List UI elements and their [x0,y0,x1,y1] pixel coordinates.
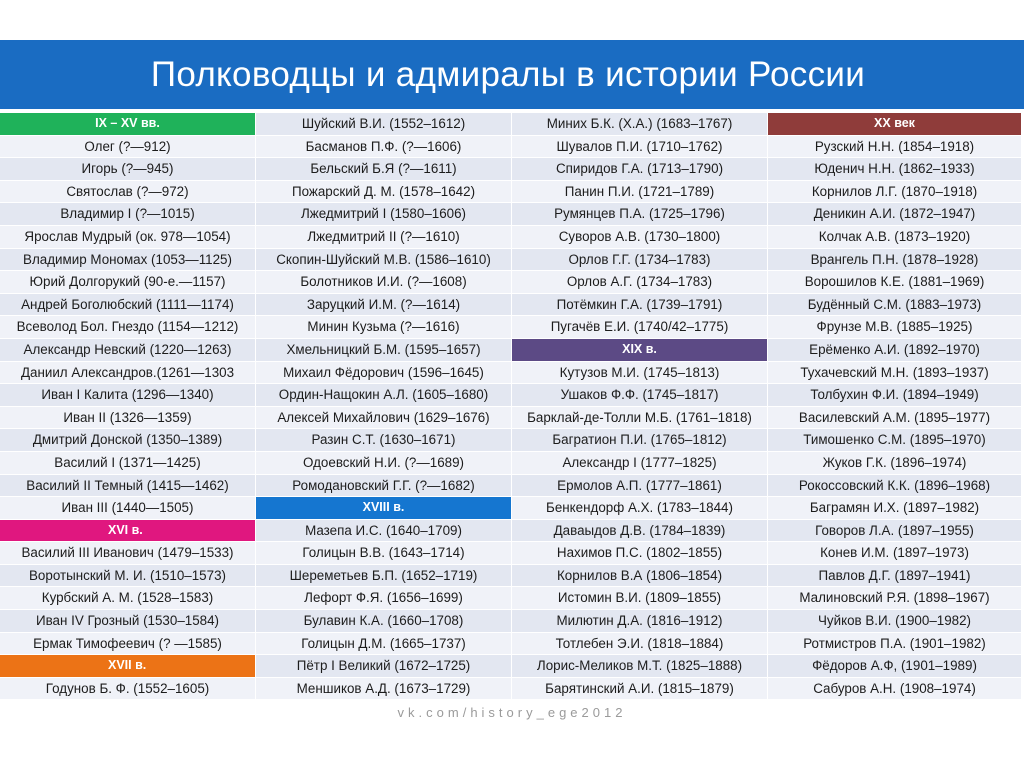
table-cell: Барклай-де-Толли М.Б. (1761–1818) [512,407,767,429]
table-cell: Голицын Д.М. (1665–1737) [256,633,511,655]
table-cell: Иван III (1440—1505) [0,497,255,519]
table-cell: Говоров Л.А. (1897–1955) [768,520,1021,542]
table-cell: Лорис-Меликов М.Т. (1825–1888) [512,655,767,677]
table-cell: Милютин Д.А. (1816–1912) [512,610,767,632]
table-cell: Иван IV Грозный (1530–1584) [0,610,255,632]
table-cell: Василий II Темный (1415—1462) [0,475,255,497]
table-column-2 [256,113,511,699]
table-cell: Корнилов В.А (1806–1854) [512,565,767,587]
table-cell: Голицын В.В. (1643–1714) [256,542,511,564]
period-header: XX век [768,113,1021,135]
table-cell: Орлов А.Г. (1734–1783) [512,271,767,293]
table-column-3 [512,113,767,699]
table-cell: Тимошенко С.М. (1895–1970) [768,429,1021,451]
table-cell: Владимир I (?—1015) [0,203,255,225]
table-cell: Фёдоров А.Ф, (1901–1989) [768,655,1021,677]
table-cell: Александр I (1777–1825) [512,452,767,474]
table-cell: Воротынский М. И. (1510–1573) [0,565,255,587]
table-cell: Ермак Тимофеевич (? —1585) [0,633,255,655]
table-cell: Шувалов П.И. (1710–1762) [512,136,767,158]
table-column-1 [0,113,255,699]
table-column-4 [768,113,1021,699]
table-cell: Врангель П.Н. (1878–1928) [768,249,1021,271]
table-cell: Нахимов П.С. (1802–1855) [512,542,767,564]
table-cell: Всеволод Бол. Гнездо (1154—1212) [0,316,255,338]
table-cell: Толбухин Ф.И. (1894–1949) [768,384,1021,406]
period-header: XVI в. [0,520,255,542]
table-cell: Ерёменко А.И. (1892–1970) [768,339,1021,361]
table-cell: Хмельницкий Б.М. (1595–1657) [256,339,511,361]
table-cell: Минин Кузьма (?—1616) [256,316,511,338]
slide-title [0,40,1024,109]
table-cell: Потёмкин Г.А. (1739–1791) [512,294,767,316]
table-cell: Миних Б.К. (Х.А.) (1683–1767) [512,113,767,135]
table-cell: Бенкендорф А.Х. (1783–1844) [512,497,767,519]
table-cell: Лжедмитрий I (1580–1606) [256,203,511,225]
table-cell: Баграмян И.Х. (1897–1982) [768,497,1021,519]
table-cell: Юденич Н.Н. (1862–1933) [768,158,1021,180]
table-cell: Алексей Михайлович (1629–1676) [256,407,511,429]
table-cell: Ушаков Ф.Ф. (1745–1817) [512,384,767,406]
table-cell: Василий III Иванович (1479–1533) [0,542,255,564]
table-cell: Василий I (1371—1425) [0,452,255,474]
table-cell: Олег (?—912) [0,136,255,158]
table-cell: Рокоссовский К.К. (1896–1968) [768,475,1021,497]
table-cell: Багратион П.И. (1765–1812) [512,429,767,451]
table-cell: Истомин В.И. (1809–1855) [512,587,767,609]
table-cell: Годунов Б. Ф. (1552–1605) [0,678,255,700]
table-cell: Ромодановский Г.Г. (?—1682) [256,475,511,497]
table-cell: Дмитрий Донской (1350–1389) [0,429,255,451]
table-cell: Павлов Д.Г. (1897–1941) [768,565,1021,587]
table-cell: Меншиков А.Д. (1673–1729) [256,678,511,700]
table-cell: Курбский А. М. (1528–1583) [0,587,255,609]
table-cell: Малиновский Р.Я. (1898–1967) [768,587,1021,609]
table-cell: Басманов П.Ф. (?—1606) [256,136,511,158]
table-cell: Михаил Фёдорович (1596–1645) [256,362,511,384]
table-cell: Разин С.Т. (1630–1671) [256,429,511,451]
table-cell: Ермолов А.П. (1777–1861) [512,475,767,497]
table-cell: Ворошилов К.Е. (1881–1969) [768,271,1021,293]
table-cell: Даниил Александров.(1261—1303 [0,362,255,384]
table-cell: Василевский А.М. (1895–1977) [768,407,1021,429]
table-cell: Игорь (?—945) [0,158,255,180]
table-cell: Тухачевский М.Н. (1893–1937) [768,362,1021,384]
table-cell: Юрий Долгорукий (90-е.—1157) [0,271,255,293]
table-cell: Тотлебен Э.И. (1818–1884) [512,633,767,655]
table-cell: Владимир Мономах (1053—1125) [0,249,255,271]
table-cell: Пётр I Великий (1672–1725) [256,655,511,677]
title-text: Полководцы и адмиралы в истории России [150,54,866,94]
table-cell: Сабуров А.Н. (1908–1974) [768,678,1021,700]
table-cell: Андрей Боголюбский (1111—1174) [0,294,255,316]
table-cell: Пожарский Д. М. (1578–1642) [256,181,511,203]
table-cell: Скопин-Шуйский М.В. (1586–1610) [256,249,511,271]
period-header: XVII в. [0,655,255,677]
table-cell: Шуйский В.И. (1552–1612) [256,113,511,135]
period-header: IX – XV вв. [0,113,255,135]
table-cell: Колчак А.В. (1873–1920) [768,226,1021,248]
table-cell: Орлов Г.Г. (1734–1783) [512,249,767,271]
table-cell: Мазепа И.С. (1640–1709) [256,520,511,542]
table-cell: Будённый С.М. (1883–1973) [768,294,1021,316]
table-cell: Бельский Б.Я (?—1611) [256,158,511,180]
period-header: XVIII в. [256,497,511,519]
table-cell: Святослав (?—972) [0,181,255,203]
table-cell: Деникин А.И. (1872–1947) [768,203,1021,225]
table-cell: Ордин-Нащокин А.Л. (1605–1680) [256,384,511,406]
table-cell: Спиридов Г.А. (1713–1790) [512,158,767,180]
table-cell: Александр Невский (1220—1263) [0,339,255,361]
table-cell: Ротмистров П.А. (1901–1982) [768,633,1021,655]
table-cell: Ярослав Мудрый (ок. 978—1054) [0,226,255,248]
table-cell: Суворов А.В. (1730–1800) [512,226,767,248]
table-cell: Булавин К.А. (1660–1708) [256,610,511,632]
table-cell: Панин П.И. (1721–1789) [512,181,767,203]
table-cell: Конев И.М. (1897–1973) [768,542,1021,564]
table-cell: Рузский Н.Н. (1854–1918) [768,136,1021,158]
table-cell: Румянцев П.А. (1725–1796) [512,203,767,225]
table-cell: Одоевский Н.И. (?—1689) [256,452,511,474]
table-cell: Заруцкий И.М. (?—1614) [256,294,511,316]
table-cell: Болотников И.И. (?—1608) [256,271,511,293]
table-cell: Барятинский А.И. (1815–1879) [512,678,767,700]
table-cell: Иван II (1326—1359) [0,407,255,429]
table-cell: Лефорт Ф.Я. (1656–1699) [256,587,511,609]
table-cell: Даваыдов Д.В. (1784–1839) [512,520,767,542]
period-header: XIX в. [512,339,767,361]
table-cell: Чуйков В.И. (1900–1982) [768,610,1021,632]
commanders-table [0,113,1024,699]
table-cell: Корнилов Л.Г. (1870–1918) [768,181,1021,203]
table-cell: Иван I Калита (1296—1340) [0,384,255,406]
table-cell: Кутузов М.И. (1745–1813) [512,362,767,384]
table-cell: Жуков Г.К. (1896–1974) [768,452,1021,474]
table-cell: Фрунзе М.В. (1885–1925) [768,316,1021,338]
table-cell: Шереметьев Б.П. (1652–1719) [256,565,511,587]
footer-source: vk.com/history_ege2012 [397,705,627,720]
table-cell: Лжедмитрий II (?—1610) [256,226,511,248]
table-cell: Пугачёв Е.И. (1740/42–1775) [512,316,767,338]
